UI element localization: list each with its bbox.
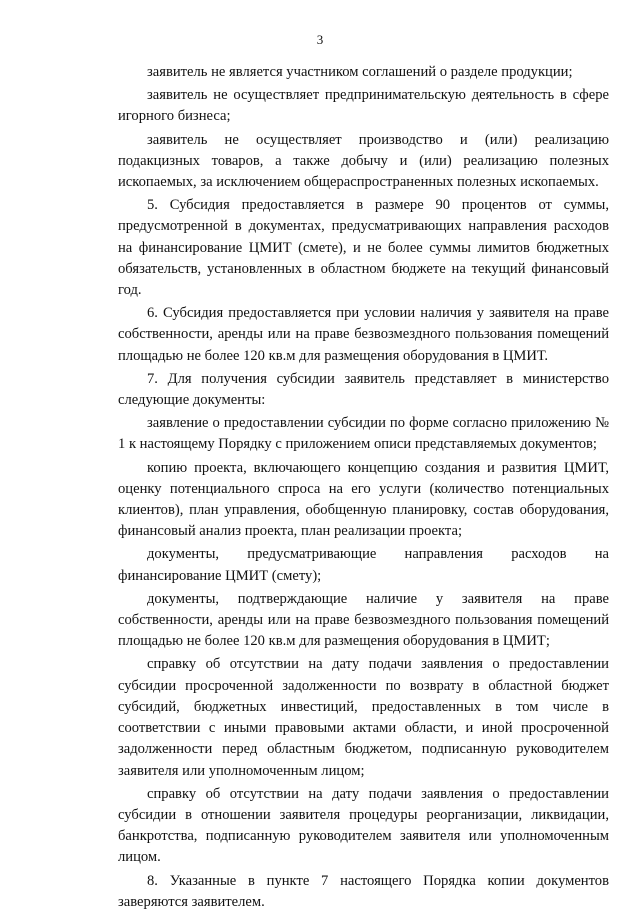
paragraph-gambling-business: заявитель не осуществляет предпринимательскую деятельность в сфере игорного бизнеса; [118,87,609,125]
paragraph-item-6: 6. Субсидия предоставляется при условии наличия у заявителя на праве собственности, аренды или на праве безвозмездного пользования помещений площадью не более 120 кв.м для размещения оборудования в ЦМИТ. [118,305,609,364]
paragraph-item-7: 7. Для получения субсидии заявитель представляет в министерство следующие документы: [118,370,609,409]
paragraph-excise-goods: заявитель не осуществляет производство и (или) реализацию подакцизных товаров, а также добычу и (или) реализацию полезных ископаемых, за исключением общераспространенных полезных ископаемых. [118,131,609,191]
paragraph-budget-estimate: документы, предусматривающие направления расходов на финансирование ЦМИТ (смету); [118,546,609,584]
paragraph-project-copy: копию проекта, включающего концепцию создания и развития ЦМИТ, оценку потенциального спроса на его услуги (количество потенциальных клиентов), план управления, обобщенную планировку, состав оборудования, финансовый анализ проекта, план реализации проекта; [118,459,609,540]
document-body [118,62,609,915]
paragraph-production-sharing: заявитель не является участником соглашений о разделе продукции; [147,64,573,80]
paragraph-debt-certificate: справку об отсутствии на дату подачи заявления о предоставлении субсидии просроченной задолженности по возврату в областной бюджет субсидий, бюджетных инвестиций, предоставленных в том числе в соответствии с иными правовыми актами области, и иной просроченной задолженности перед областным бюджетом, подписанную руководителем заявителя или уполномоченным лицом; [118,656,609,779]
paragraph-item-8: 8. Указанные в пункте 7 настоящего Порядка копии документов заверяются заявителем. [118,872,609,910]
page-number: 3 [316,32,324,47]
paragraph-bankruptcy-certificate: справку об отсутствии на дату подачи заявления о предоставлении субсидии в отношении заявителя процедуры реорганизации, ликвидации, банкротства, подписанную руководителем заявителя или уполномоченным лицом. [118,785,609,866]
paragraph-premises-documents: документы, подтверждающие наличие у заявителя на праве собственности, аренды или на праве безвозмездного пользования помещений площадью не более 120 кв.м для размещения оборудования в ЦМИТ; [118,590,609,650]
paragraph-item-5: 5. Субсидия предоставляется в размере 90 процентов от суммы, предусмотренной в документах, предусматривающих направления расходов на финансирование ЦМИТ (смете), и не более суммы лимитов бюджетных обязательств, установленных в областном бюджете на текущий финансовый год. [118,197,609,299]
paragraph-application: заявление о предоставлении субсидии по форме согласно приложению № 1 к настоящему Порядку с приложением описи представляемых документов; [118,415,609,453]
